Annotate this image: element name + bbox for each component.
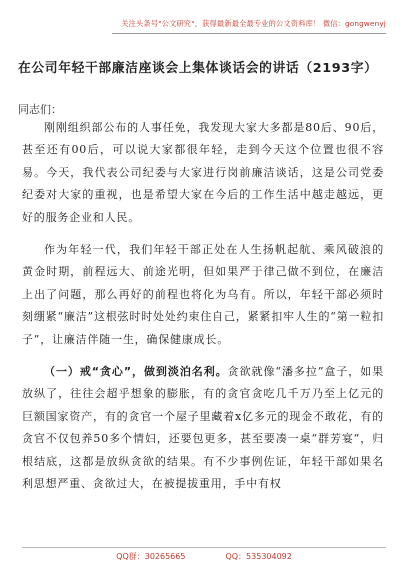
footer-qq-group: QQ群：30265665 <box>116 552 186 561</box>
footer-qq: QQ：535304092 <box>225 552 292 561</box>
greeting: 同志们： <box>18 103 62 116</box>
header-divider <box>112 33 386 34</box>
section-heading: （一）戒“贪心”，做到淡泊名利。 <box>44 365 228 379</box>
section-text: 贪欲就像“潘多拉”盒子，如果放纵了，往往会超乎想象的膨胀，有的贪官贪吃几千万乃至上亿元的巨额国家资产，有的贪官一个屋子里藏着x亿多元的现金不敢花，有的贪官不仅包养50多个情妇，还要包更多，甚至要凑一桌“群芳宴”，归根结底，这都是放纵贪欲的结果。有不少事例佐证，年轻干部如果名利思想严重、贪欲过大，在被提拔重用，手中有权 <box>22 365 384 491</box>
footer <box>0 551 408 562</box>
document-title: 在公司年轻干部廉洁座谈会上集体谈话会的讲话（2193字） <box>18 61 378 76</box>
paragraph-1: 刚刚组织部公布的人事任免，我发现大家大多都是80后、90后，甚至还有00后，可以说大家都很年轻，走到今天这个位置也很不容易。今天，我代表公司纪委与大家进行岗前廉洁谈话，这是公司党委纪委对大家的重视，也是希望大家在今后的工作生活中越走越远，更好的服务企业和人民。 <box>22 121 384 224</box>
footer-divider <box>22 547 386 548</box>
paragraph-2: 作为年轻一代，我们年轻干部正处在人生扬帆起航、乘风破浪的黄金时期，前程远大、前途光明，但如果严于律己做不到位，在廉洁上出了问题，那么再好的前程也将化为乌有。所以，年轻干部必须时刻绷紧“廉洁”这根弦时时处处约束住自己，紧紧扣牢人生的“第一粒扣子”，让廉洁伴随一生，确保健康成长。 <box>22 243 384 346</box>
section-1 <box>22 361 384 495</box>
promo-banner: 关注头条号"公文研究"，获得最新最全最专业的公文资料库！ 微信：gongwenyj <box>121 19 386 28</box>
document-body <box>22 117 384 496</box>
